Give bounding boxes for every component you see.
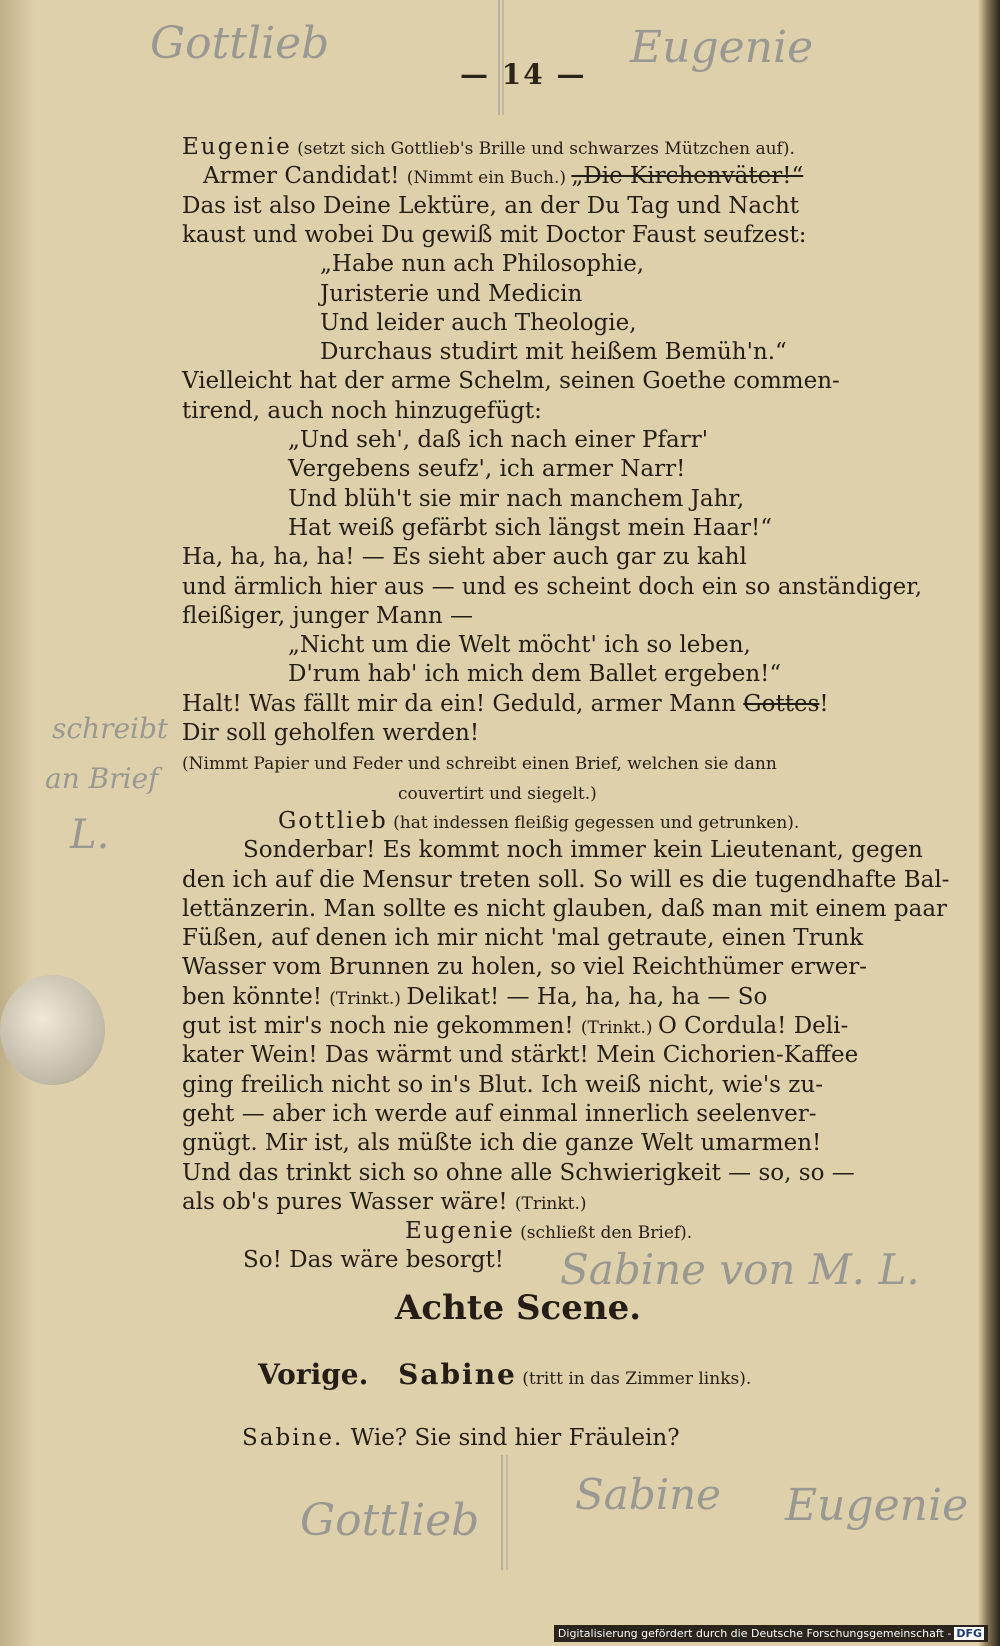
text-line (182, 1042, 858, 1068)
line-text: Juristerie und Medicin (320, 280, 583, 307)
line-text: Wasser vom Brunnen zu holen, so viel Reichthümer erwer- (182, 954, 868, 981)
speaker-name: Sabine (398, 1358, 517, 1391)
line-text: Vielleicht hat der arme Schelm, seinen Goethe commen- (182, 368, 840, 395)
struck-text: „Die Kirchenväter!“ (571, 163, 804, 190)
line-text: Das ist also Deine Lektüre, an der Du Tag und Nacht (182, 192, 800, 219)
text-line (288, 456, 685, 482)
text-line (243, 1247, 504, 1273)
handwritten-annotation: Gottlieb (300, 1495, 480, 1546)
line-text: Vergebens seufz', ich armer Narr! (288, 456, 686, 483)
line-text: kaust und wobei Du gewiß mit Doctor Faust seufzest: (182, 221, 807, 248)
line-text: als ob's pures Wasser wäre! (182, 1188, 515, 1215)
text-line (398, 779, 597, 805)
line-text: fleißiger, junger Mann — (182, 602, 474, 629)
struck-text: Gottes (743, 690, 820, 717)
stage-direction: (setzt sich Gottlieb's Brille und schwarzes Mützchen auf). (291, 139, 795, 159)
stage-direction: (Nimmt Papier und Feder und schreibt einen Brief, welchen sie dann (182, 754, 777, 775)
text-line (320, 339, 787, 365)
text-line (288, 427, 708, 453)
handwritten-annotation: Gottlieb (150, 18, 330, 69)
text-line (182, 720, 479, 746)
line-text: Halt! Was fällt mir da ein! Geduld, armer Mann (182, 690, 744, 717)
line-text: Ha, ha, ha, ha! — Es sieht aber auch gar zu kahl (182, 544, 747, 571)
stage-direction: (hat indessen fleißig gegessen und getrunken). (387, 812, 800, 833)
line-text: ben könnte! (182, 983, 330, 1010)
line-text: Armer Candidat! (203, 163, 407, 190)
text-line (288, 515, 772, 541)
handwritten-annotation: schreibt (52, 712, 169, 745)
text-line (288, 632, 751, 658)
line-text: Füßen, auf denen ich mir nicht 'mal getraute, einen Trunk (182, 925, 864, 952)
line-text: ! (819, 690, 829, 717)
handwritten-annotation: Eugenie (630, 22, 814, 73)
text-line (182, 1130, 821, 1156)
line-text: Delikat! — Ha, ha, ha, ha — So (406, 983, 768, 1010)
handwritten-annotation: L. (70, 812, 110, 858)
line-text: den ich auf die Mensur treten soll. So will es die tugendhafte Bal- (182, 866, 950, 893)
line-text: und ärmlich hier aus — und es scheint doch ein so anständiger, (182, 573, 923, 600)
text-line (182, 134, 795, 160)
stage-direction: (Nimmt ein Buch.) (406, 168, 572, 189)
line-text: Hat weiß gefärbt sich längst mein Haar!“ (288, 514, 772, 541)
text-line (182, 398, 542, 424)
line-text: Eugenie (182, 134, 292, 160)
speaker-name: Sabine. (242, 1425, 344, 1451)
text-line (182, 1072, 823, 1098)
line-text: Und blüh't sie mir nach manchem Jahr, (288, 485, 745, 512)
line-text: So! Das wäre besorgt! (243, 1247, 504, 1274)
text-line (182, 984, 767, 1010)
dfg-logo: DFG (956, 1627, 982, 1640)
line-text: Und leider auch Theologie, (320, 309, 637, 336)
line-text: ging freilich nicht so in's Blut. Ich weiß nicht, wie's zu- (182, 1071, 823, 1098)
book-spine (0, 0, 34, 1646)
line-text: „Und seh', daß ich nach einer Pfarr' (288, 427, 709, 453)
text-line (182, 925, 863, 951)
page-number: — 14 — (460, 58, 587, 91)
pencil-mark (506, 1455, 508, 1570)
line-text: Durchaus studirt mit heißem Bemüh'n.“ (320, 339, 787, 366)
line-text: gnügt. Mir ist, als müßte ich die ganze Welt umarmen! (182, 1130, 822, 1157)
text-line (288, 661, 781, 687)
stage-direction: (tritt in das Zimmer links). (516, 1369, 752, 1389)
text-line (278, 808, 799, 834)
text-line (288, 486, 744, 512)
stage-direction: (Trinkt.) (514, 1193, 587, 1214)
footer-text: Digitalisierung gefördert durch die Deutsche Forschungsgemeinschaft - (557, 1627, 952, 1640)
line-text: gut ist mir's noch nie gekommen! (182, 1013, 581, 1039)
text-line (243, 837, 923, 863)
text-line (182, 603, 473, 629)
text-line (182, 574, 922, 600)
handwritten-annotation: Eugenie (785, 1480, 969, 1531)
text-line (182, 368, 840, 394)
text-line (182, 193, 799, 219)
handwritten-annotation: an Brief (45, 762, 159, 795)
page-edge (978, 0, 1000, 1646)
dialogue-line (242, 1425, 680, 1451)
stage-text: Vorige. (258, 1358, 369, 1391)
text-line (320, 281, 582, 307)
text-line (182, 954, 867, 980)
stage-direction: couvertirt und siegelt.) (398, 783, 597, 804)
stage-direction: (Trinkt.) (580, 1018, 658, 1038)
handwritten-annotation: Sabine von M. L. (560, 1245, 920, 1294)
text-line (182, 1013, 848, 1039)
line-text: D'rum hab' ich mich dem Ballet ergeben!“ (288, 661, 782, 688)
line-text: Dir soll geholfen werden! (182, 720, 480, 746)
text-line (182, 544, 747, 570)
text-line (203, 163, 803, 189)
line-text: „Habe nun ach Philosophie, (320, 251, 645, 278)
line-text: kater Wein! Das wärmt und stärkt! Mein Cichorien-Kaffee (182, 1042, 859, 1069)
text-line (182, 1160, 855, 1186)
line-text: O Cordula! Deli- (657, 1013, 849, 1039)
pencil-mark (501, 1455, 503, 1570)
scene-line (258, 1358, 751, 1391)
stage-direction: (Trinkt.) (329, 988, 407, 1009)
text-line (182, 222, 806, 248)
text-line (182, 691, 829, 717)
digitization-footer (554, 1625, 988, 1642)
line-text: „Nicht um die Welt möcht' ich so leben, (288, 632, 751, 659)
line-text: tirend, auch noch hinzugefügt: (182, 397, 542, 424)
paper-clip-reflection (0, 975, 105, 1085)
text-line (182, 1101, 816, 1127)
scene-heading: Achte Scene. (395, 1288, 642, 1328)
text-line (182, 749, 777, 775)
text-line (405, 1218, 692, 1244)
text-line (182, 867, 949, 893)
text-line (320, 251, 644, 277)
text-line (182, 896, 947, 922)
handwritten-annotation: Sabine (575, 1470, 722, 1519)
line-text: lettänzerin. Man sollte es nicht glauben, daß man mit einem paar (182, 895, 948, 922)
dialogue-text: Wie? Sie sind hier Fräulein? (343, 1425, 680, 1451)
text-line (320, 310, 637, 336)
line-text: geht — aber ich werde auf einmal innerlich seelenver- (182, 1100, 817, 1127)
line-text: Eugenie (405, 1218, 515, 1245)
line-text: Und das trinkt sich so ohne alle Schwierigkeit — so, so — (182, 1159, 855, 1186)
stage-direction: (schließt den Brief). (514, 1223, 693, 1244)
text-line (182, 1189, 587, 1215)
line-text: Sonderbar! Es kommt noch immer kein Lieutenant, gegen (243, 837, 923, 864)
line-text: Gottlieb (278, 807, 388, 834)
